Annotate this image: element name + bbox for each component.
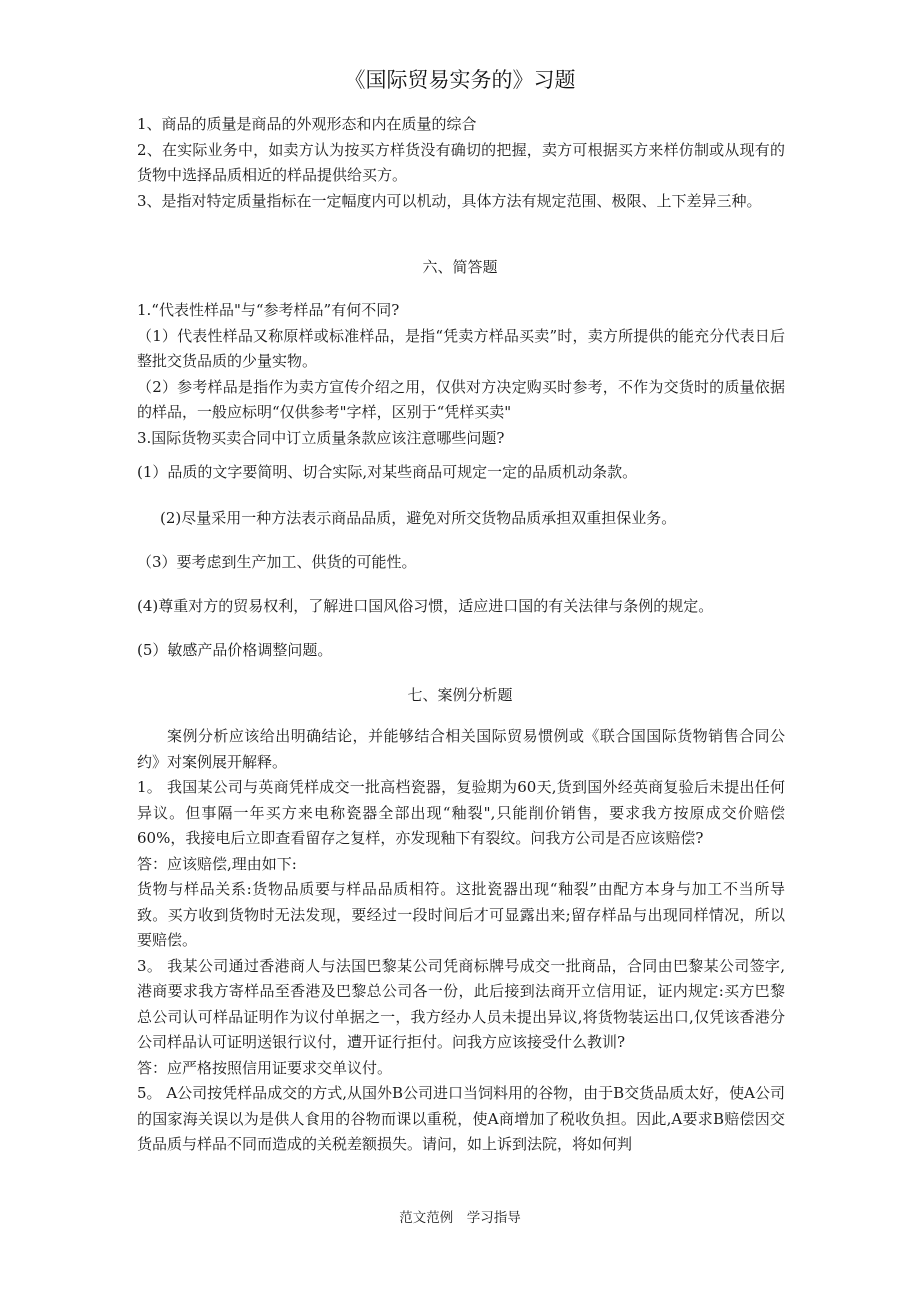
answer-item: 3、是指对特定质量指标在一定幅度内可以机动，具体方法有规定范围、极限、上下差异三种。: [137, 191, 762, 210]
answers-intro: [137, 112, 785, 214]
answer-paragraph: （2）参考样品是指作为卖方宣传介绍之用，仅供对方决定购买时参考，不作为交货时的质量依据的样品，一般应标明“仅供参考"字样，区别于“凭样买卖": [137, 377, 785, 421]
question-text: 3.国际货物买卖合同中订立质量条款应该注意哪些问题?: [137, 428, 505, 447]
page-footer: 范文范例 学习指导: [399, 1210, 521, 1226]
answer-point: (4)尊重对方的贸易权利，了解进口国风俗习惯，适应进口国的有关法律与条例的规定。: [137, 597, 714, 615]
answer-item: 2、在实际业务中，如卖方认为按买方样货没有确切的把握，卖方可根据买方来样仿制或从现有的货物中选择品质相近的样品提供给买方。: [137, 140, 785, 184]
answer-point: (5）敏感产品价格调整问题。: [137, 641, 333, 659]
case-question: 5。 A公司按凭样品成交的方式,从国外B公司进口当饲料用的谷物，由于B交货品质太好，使A公司的国家海关误以为是供人食用的谷物而课以重税，使A商增加了税收负担。因此,A要求B赔偿因交货品质与样品不同而造成的关税差额损失。请问，如上诉到法院，将如何判: [137, 1084, 785, 1153]
section-heading-case-analysis: 七、案例分析题: [407, 686, 513, 704]
case-analysis-block: [137, 724, 785, 1158]
question-text: 1.“代表性样品"与“参考样品”有何不同?: [137, 301, 400, 319]
case-answer: 货物与样品关系:货物品质要与样品品质相符。这批瓷器出现“釉裂”由配方本身与加工不当所导致。买方收到货物时无法发现，要经过一段时间后才可显露出来;留存样品与出现同样情况，所以要赔偿。: [137, 880, 785, 949]
case-intro: 案例分析应该给出明确结论，并能够结合相关国际贸易惯例或《联合国国际货物销售合同公约》对案例展开解释。: [137, 727, 785, 771]
answer-point: (2)尽量采用一种方法表示商品品质，避免对所交货物品质承担双重担保业务。: [160, 509, 677, 527]
answer-point: (1）品质的文字要简明、切合实际,对某些商品可规定一定的品质机动条款。: [137, 463, 638, 481]
short-answer-q1-block: [137, 298, 785, 451]
case-answer: 答：应严格按照信用证要求交单议付。: [137, 1058, 393, 1077]
page-title: 《国际贸易实务的》习题: [344, 68, 576, 92]
answer-paragraph: （1）代表性样品又称原样或标准样品，是指“凭卖方样品买卖”时，卖方所提供的能充分代表日后整批交货品质的少量实物。: [137, 326, 785, 370]
case-question: 1。 我国某公司与英商凭样成交一批高档瓷器，复验期为60天,货到国外经英商复验后未提出任何异议。但事隔一年买方来电称瓷器全部出现“釉裂",只能削价销售，要求我方按原成交价赔偿60%，我接电后立即查看留存之复样，亦发现釉下有裂纹。问我方公司是否应该赔偿?: [137, 778, 785, 847]
answer-point: （3）要考虑到生产加工、供货的可能性。: [137, 553, 417, 571]
case-answer-head: 答：应该赔偿,理由如下:: [137, 854, 297, 873]
section-heading-short-answer: 六、简答题: [422, 258, 498, 276]
answer-item: 1、商品的质量是商品的外观形态和内在质量的综合: [137, 115, 477, 133]
case-question: 3。 我某公司通过香港商人与法国巴黎某公司凭商标牌号成交一批商品，合同由巴黎某公司签字,港商要求我方寄样品至香港及巴黎总公司各一份，此后接到法商开立信用证，证内规定:买方巴黎总公司认可样品证明作为议付单据之一，我方经办人员未提出异议,将货物装运出口,仅凭该香港分公司样品认可证明送银行议付，遭开证行拒付。问我方应该接受什么教训?: [137, 956, 785, 1051]
